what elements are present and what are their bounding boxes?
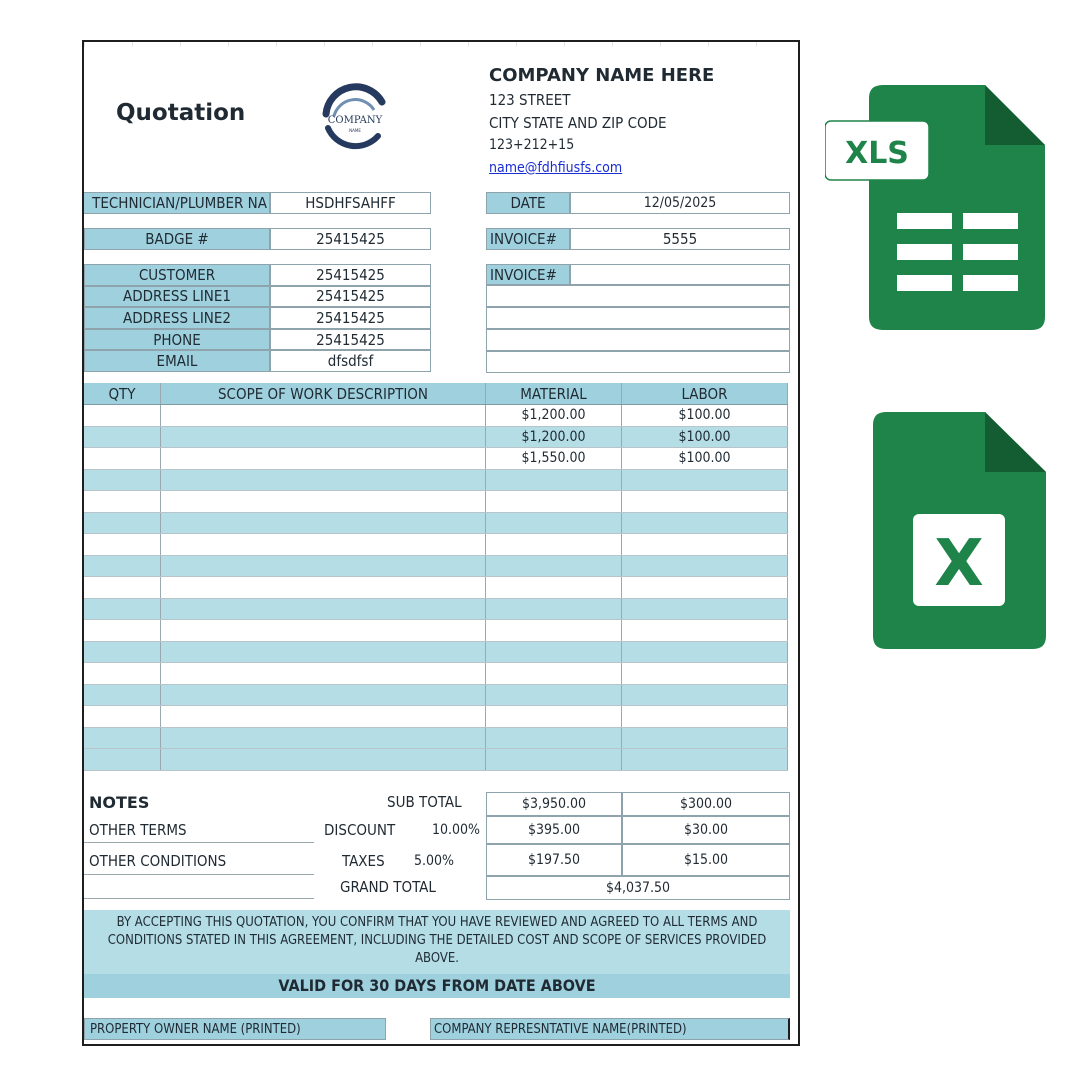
description-cell[interactable] xyxy=(161,427,486,448)
description-cell[interactable] xyxy=(161,577,486,598)
description-cell[interactable] xyxy=(161,556,486,577)
customer-field-value[interactable]: 25415425 xyxy=(270,329,431,351)
customer-field-value[interactable]: 25415425 xyxy=(270,286,431,308)
labor-cell[interactable] xyxy=(622,513,788,534)
qty-cell[interactable] xyxy=(84,534,161,555)
table-row xyxy=(84,577,788,599)
labor-cell[interactable] xyxy=(622,534,788,555)
invoice-value[interactable]: 5555 xyxy=(570,228,790,250)
qty-cell[interactable] xyxy=(84,620,161,641)
table-row xyxy=(84,685,788,707)
material-cell[interactable] xyxy=(486,470,622,491)
qty-cell[interactable] xyxy=(84,556,161,577)
table-row xyxy=(84,427,788,449)
material-cell[interactable] xyxy=(486,513,622,534)
notes-label: NOTES xyxy=(89,793,150,812)
taxes-material: $197.50 xyxy=(486,844,622,876)
description-cell[interactable] xyxy=(161,749,486,770)
description-cell[interactable] xyxy=(161,685,486,706)
company-email-link[interactable]: name@fdhfiusfs.com xyxy=(489,160,623,176)
material-cell[interactable] xyxy=(486,577,622,598)
date-value[interactable]: 12/05/2025 xyxy=(570,192,790,214)
description-cell[interactable] xyxy=(161,534,486,555)
quotation-sheet xyxy=(82,40,800,1046)
column-ruler xyxy=(84,42,798,47)
description-cell[interactable] xyxy=(161,728,486,749)
labor-cell[interactable] xyxy=(622,749,788,770)
customer-field-value[interactable]: 25415425 xyxy=(270,307,431,329)
subtotal-material: $3,950.00 xyxy=(486,792,622,816)
qty-cell[interactable] xyxy=(84,728,161,749)
material-cell[interactable] xyxy=(486,620,622,641)
customer-field-label: ADDRESS LINE1 xyxy=(84,286,270,308)
description-cell[interactable] xyxy=(161,491,486,512)
technician-label: TECHNICIAN/PLUMBER NA xyxy=(82,192,270,214)
table-row xyxy=(84,663,788,685)
invoice-extra-line[interactable] xyxy=(486,307,790,329)
company-phone: 123+212+15 xyxy=(489,137,575,153)
taxes-labor: $15.00 xyxy=(622,844,790,876)
description-cell[interactable] xyxy=(161,599,486,620)
table-row xyxy=(84,642,788,664)
qty-cell[interactable] xyxy=(84,706,161,727)
material-cell[interactable] xyxy=(486,491,622,512)
table-row xyxy=(84,599,788,621)
labor-cell[interactable] xyxy=(622,577,788,598)
discount-material: $395.00 xyxy=(486,816,622,844)
customer-field-value[interactable]: 25415425 xyxy=(270,264,431,286)
taxes-label: TAXES xyxy=(342,852,385,870)
company-city: CITY STATE AND ZIP CODE xyxy=(489,114,667,132)
company-street: 123 STREET xyxy=(489,91,571,109)
validity-banner: VALID FOR 30 DAYS FROM DATE ABOVE xyxy=(84,974,790,998)
qty-cell[interactable] xyxy=(84,427,161,448)
labor-cell[interactable] xyxy=(622,685,788,706)
labor-cell[interactable] xyxy=(622,599,788,620)
material-cell[interactable]: $1,200.00 xyxy=(486,405,622,426)
work-table-header xyxy=(84,383,788,405)
divider xyxy=(84,874,314,875)
logo-subtext: NAME xyxy=(349,128,361,133)
material-cell[interactable] xyxy=(486,706,622,727)
table-row xyxy=(84,749,788,771)
qty-cell[interactable] xyxy=(84,491,161,512)
other-conditions: OTHER CONDITIONS xyxy=(89,852,227,870)
invoice-label: INVOICE# xyxy=(486,228,570,250)
table-row xyxy=(84,534,788,556)
labor-cell[interactable]: $100.00 xyxy=(622,448,788,469)
badge-value[interactable]: 25415425 xyxy=(270,228,431,250)
other-terms: OTHER TERMS xyxy=(89,821,187,839)
company-name: COMPANY NAME HERE xyxy=(489,65,715,86)
grand-total-value: $4,037.50 xyxy=(486,876,790,900)
material-cell[interactable] xyxy=(486,749,622,770)
discount-label: DISCOUNT xyxy=(324,821,396,839)
logo-text: COMPANY xyxy=(327,115,383,126)
agreement-text: BY ACCEPTING THIS QUOTATION, YOU CONFIRM THAT YOU HAVE REVIEWED AND AGREED TO ALL TERMS AND CONDITIONS STATED IN THIS AGREEMENT, INCLUDING THE DETAILED COST AND SCOPE OF SERVICES PROVIDED ABOVE. xyxy=(84,910,790,974)
subtotal-label: SUB TOTAL xyxy=(387,793,462,811)
customer-field-label: EMAIL xyxy=(84,350,270,372)
qty-cell[interactable] xyxy=(84,448,161,469)
qty-cell[interactable] xyxy=(84,405,161,426)
labor-cell[interactable] xyxy=(622,706,788,727)
material-header: MATERIAL xyxy=(486,383,622,404)
qty-cell[interactable] xyxy=(84,599,161,620)
material-cell[interactable] xyxy=(486,642,622,663)
labor-header: LABOR xyxy=(622,383,788,404)
invoice-extra-line[interactable] xyxy=(486,351,790,373)
labor-cell[interactable]: $100.00 xyxy=(622,405,788,426)
description-cell[interactable] xyxy=(161,706,486,727)
material-cell[interactable]: $1,550.00 xyxy=(486,448,622,469)
table-row xyxy=(84,405,788,427)
subtotal-labor: $300.00 xyxy=(622,792,790,816)
material-cell[interactable]: $1,200.00 xyxy=(486,427,622,448)
qty-cell[interactable] xyxy=(84,663,161,684)
date-label: DATE xyxy=(486,192,570,214)
invoice-extra-line[interactable] xyxy=(486,285,790,307)
discount-labor: $30.00 xyxy=(622,816,790,844)
labor-cell[interactable] xyxy=(622,556,788,577)
invoice-label-2: INVOICE# xyxy=(486,264,570,285)
description-cell[interactable] xyxy=(161,470,486,491)
divider xyxy=(84,898,314,899)
discount-rate: 10.00% xyxy=(432,822,481,838)
work-table-body xyxy=(84,405,788,793)
labor-cell[interactable] xyxy=(622,728,788,749)
badge-label: BADGE # xyxy=(84,228,270,250)
invoice-extra-line[interactable] xyxy=(486,329,790,351)
customer-field-label: ADDRESS LINE2 xyxy=(84,307,270,329)
qty-cell[interactable] xyxy=(84,685,161,706)
page-title: Quotation xyxy=(116,100,246,126)
taxes-rate: 5.00% xyxy=(414,853,455,869)
customer-field-label: CUSTOMER xyxy=(84,264,270,286)
labor-cell[interactable] xyxy=(622,470,788,491)
owner-name-label: PROPERTY OWNER NAME (PRINTED) xyxy=(84,1018,386,1040)
qty-cell[interactable] xyxy=(84,642,161,663)
table-row xyxy=(84,706,788,728)
invoice-value-2[interactable] xyxy=(570,264,790,285)
description-cell[interactable] xyxy=(161,663,486,684)
excel-letter: X xyxy=(934,527,984,601)
table-row xyxy=(84,728,788,750)
qty-cell[interactable] xyxy=(84,470,161,491)
qty-cell[interactable] xyxy=(84,749,161,770)
labor-cell[interactable]: $100.00 xyxy=(622,427,788,448)
technician-value[interactable]: HSDHFSAHFF xyxy=(270,192,431,214)
table-row xyxy=(84,620,788,642)
description-cell[interactable] xyxy=(161,405,486,426)
grand-total-label: GRAND TOTAL xyxy=(340,878,436,896)
xls-label: XLS xyxy=(845,136,909,171)
company-logo xyxy=(316,82,394,152)
divider xyxy=(84,842,314,843)
customer-field-label: PHONE xyxy=(84,329,270,351)
qty-cell[interactable] xyxy=(84,577,161,598)
table-row xyxy=(84,491,788,513)
table-row xyxy=(84,556,788,578)
xls-file-icon[interactable] xyxy=(825,85,1047,331)
material-cell[interactable] xyxy=(486,556,622,577)
material-cell[interactable] xyxy=(486,599,622,620)
qty-cell[interactable] xyxy=(84,513,161,534)
table-row xyxy=(84,513,788,535)
customer-field-value[interactable]: dfsdfsf xyxy=(270,350,431,372)
description-header: SCOPE OF WORK DESCRIPTION xyxy=(161,383,486,404)
excel-file-icon[interactable] xyxy=(873,412,1047,650)
description-cell[interactable] xyxy=(161,642,486,663)
labor-cell[interactable] xyxy=(622,620,788,641)
material-cell[interactable] xyxy=(486,685,622,706)
material-cell[interactable] xyxy=(486,663,622,684)
description-cell[interactable] xyxy=(161,513,486,534)
qty-header: QTY xyxy=(84,383,161,404)
labor-cell[interactable] xyxy=(622,491,788,512)
representative-name-label: COMPANY REPRESNTATIVE NAME(PRINTED) xyxy=(430,1018,790,1040)
table-row xyxy=(84,470,788,492)
material-cell[interactable] xyxy=(486,728,622,749)
labor-cell[interactable] xyxy=(622,663,788,684)
table-row xyxy=(84,448,788,470)
description-cell[interactable] xyxy=(161,620,486,641)
description-cell[interactable] xyxy=(161,448,486,469)
labor-cell[interactable] xyxy=(622,642,788,663)
material-cell[interactable] xyxy=(486,534,622,555)
